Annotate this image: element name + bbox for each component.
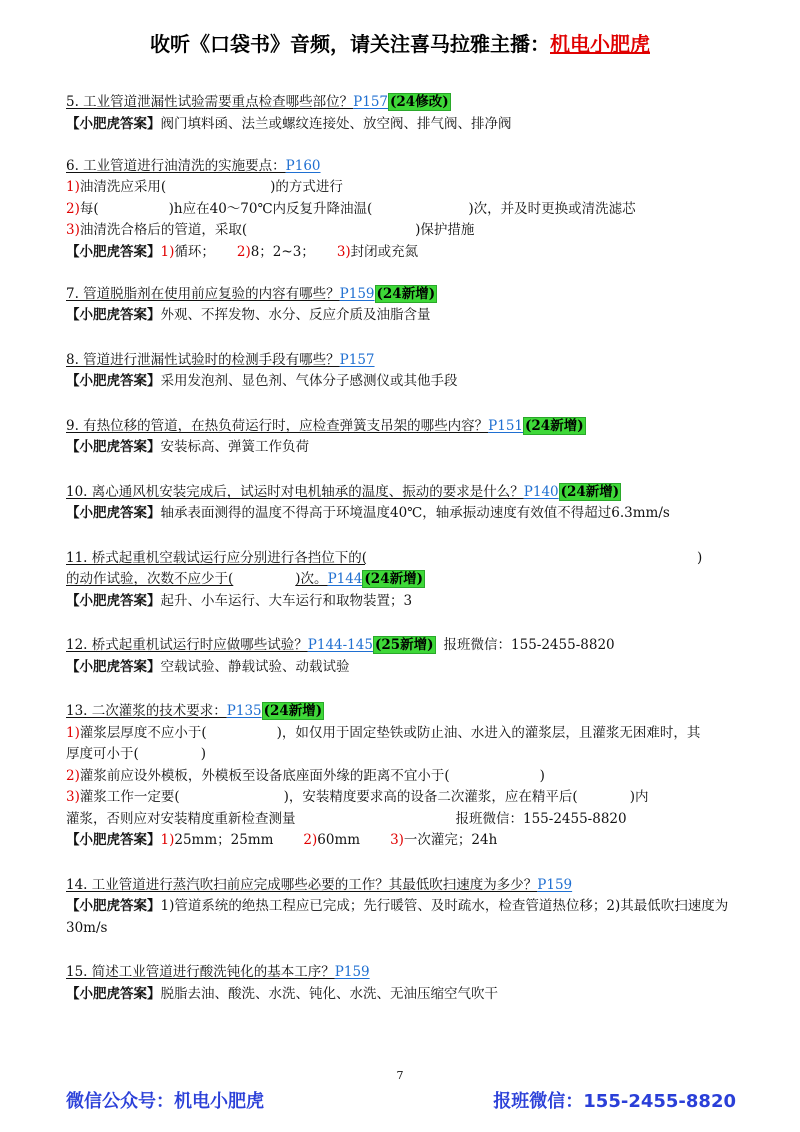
page-ref: P159 xyxy=(339,285,375,302)
answer-label: 【小肥虎答案】 xyxy=(66,985,161,1002)
question-6 xyxy=(66,156,766,264)
header-author-link[interactable]: 机电小肥虎 xyxy=(550,32,650,56)
page-ref: P135 xyxy=(226,703,262,719)
answer-number: 3) xyxy=(336,243,351,260)
item-text: 油清洗应采用( xyxy=(79,179,167,195)
page-ref: P157 xyxy=(339,351,375,368)
answer-number: 2) xyxy=(236,243,251,260)
status-badge: (24新增) xyxy=(560,483,620,500)
status-badge: (24新增) xyxy=(376,285,436,302)
answer-label: 【小肥虎答案】 xyxy=(66,898,161,914)
question-15 xyxy=(66,962,766,1005)
item-text: )保护措施 xyxy=(415,222,475,238)
question-8 xyxy=(66,350,766,393)
question-title: 13. 二次灌浆的技术要求： xyxy=(66,703,227,719)
page-ref: P159 xyxy=(537,876,573,893)
question-10 xyxy=(66,482,766,525)
status-badge: (24修改) xyxy=(390,94,449,110)
question-title: 11. 桥式起重机空载试运行应分别进行各挡位下的( xyxy=(66,549,368,566)
question-title: 10. 离心通风机安装完成后，试运时对电机轴承的温度、振动的要求是什么？ xyxy=(66,483,524,500)
item-text: ) xyxy=(539,767,545,784)
item-text: )次，并及时更换或清洗滤芯 xyxy=(468,200,636,217)
answer-text: 封闭或充氮 xyxy=(350,243,419,260)
header-prefix: 收听《口袋书》音频，请关注喜马拉雅主播： xyxy=(150,32,550,56)
status-badge: (24新增) xyxy=(364,571,423,587)
item-text: 厚度可小于( xyxy=(66,746,139,762)
page-number: 7 xyxy=(396,1069,404,1082)
answer-number: 3) xyxy=(390,832,404,848)
item-number: 2) xyxy=(66,767,80,784)
answer-text: 循环； xyxy=(174,243,215,260)
question-title: 6. 工业管道进行油清洗的实施要点： xyxy=(66,157,286,174)
question-7 xyxy=(66,284,766,327)
item-number: 2) xyxy=(66,200,80,217)
item-text: 每( xyxy=(79,200,99,217)
item-number: 1) xyxy=(66,724,80,741)
item-text: 油清洗合格后的管道，采取( xyxy=(79,222,248,238)
item-text: )，如仅用于固定垫铁或防止油、水进入的灌浆层，且灌浆无困难时，其 xyxy=(276,724,701,741)
page-ref: P140 xyxy=(523,483,559,500)
answer-text: 轴承表面测得的温度不得高于环境温度40℃，轴承振动速度有效值不得超过6.3mm/s xyxy=(160,505,670,521)
answer-text: 外观、不挥发物、水分、反应介质及油脂含量 xyxy=(160,307,431,323)
answer-text: 脱脂去油、酸洗、水洗、钝化、水洗、无油压缩空气吹干 xyxy=(160,985,498,1002)
question-list xyxy=(66,92,766,1026)
answer-text: 空载试验、静载试验、动载试验 xyxy=(160,658,350,675)
item-number: 3) xyxy=(66,789,80,805)
answer-text: 一次灌完；24h xyxy=(403,832,498,848)
question-title: 7. 管道脱脂剂在使用前应复验的内容有哪些？ xyxy=(66,285,340,302)
answer-label: 【小肥虎答案】 xyxy=(66,243,161,260)
footer-wechat-account: 微信公众号：机电小肥虎 xyxy=(66,1091,264,1112)
question-title: ) xyxy=(697,549,703,566)
item-number: 3) xyxy=(66,222,80,238)
contact-note: 报班微信：155-2455-8820 xyxy=(443,637,615,653)
item-text: 灌浆，否则应对安装精度重新检查测量 xyxy=(66,810,296,827)
question-title: 14. 工业管道进行蒸汽吹扫前应完成哪些必要的工作？其最低吹扫速度为多少？ xyxy=(66,876,538,893)
answer-number: 2) xyxy=(303,832,318,848)
item-text: )，安装精度要求高的设备二次灌浆，应在精平后( xyxy=(283,789,578,805)
answer-label: 【小肥虎答案】 xyxy=(66,658,161,675)
status-badge: (24新增) xyxy=(263,703,323,719)
question-title: )次。 xyxy=(295,571,328,587)
page-ref: P144 xyxy=(327,571,363,587)
question-9 xyxy=(66,416,766,459)
item-text: )内 xyxy=(629,789,649,805)
answer-text: 1)管道系统的绝热工程应已完成；先行暖管、及时疏水，检查管道热位移；2)其最低吹扫速度为30m/s xyxy=(66,898,729,936)
question-title: 8. 管道进行泄漏性试验时的检测手段有哪些？ xyxy=(66,351,340,368)
item-number: 1) xyxy=(66,179,80,195)
answer-text: 8；2~3； xyxy=(250,243,315,260)
question-13 xyxy=(66,701,766,852)
item-text: 灌浆层厚度不应小于( xyxy=(79,724,207,741)
answer-text: 25mm；25mm xyxy=(174,832,274,848)
item-text: )的方式进行 xyxy=(270,179,343,195)
contact-note: 报班微信：155-2455-8820 xyxy=(455,810,627,827)
item-text: 灌浆前应设外模板，外模板至设备底座面外缘的距离不宜小于( xyxy=(79,767,450,784)
question-title: 12. 桥式起重机试运行时应做哪些试验？ xyxy=(66,637,308,653)
page-ref: P159 xyxy=(334,964,370,980)
item-text: 灌浆工作一定要( xyxy=(79,789,180,805)
answer-number: 1) xyxy=(160,832,175,848)
answer-label: 【小肥虎答案】 xyxy=(66,505,161,521)
question-title: 5. 工业管道泄漏性试验需要重点检查哪些部位？ xyxy=(66,94,354,110)
status-badge: (24新增) xyxy=(525,417,584,434)
answer-text: 起升、小车运行、大车运行和取物装置；3 xyxy=(160,592,413,609)
answer-text: 采用发泡剂、显色剂、气体分子感测仪或其他手段 xyxy=(160,373,458,389)
answer-text: 阀门填料函、法兰或螺纹连接处、放空阀、排气阀、排净阀 xyxy=(160,115,512,132)
question-12 xyxy=(66,635,766,678)
page-ref: P151 xyxy=(488,417,524,434)
question-title: 9. 有热位移的管道，在热负荷运行时，应检查弹簧支吊架的哪些内容？ xyxy=(66,417,489,434)
footer-contact: 报班微信：155-2455-8820 xyxy=(493,1091,736,1112)
item-text: )h应在40～70℃内反复升降油温( xyxy=(168,200,373,217)
answer-label: 【小肥虎答案】 xyxy=(66,307,161,323)
answer-label: 【小肥虎答案】 xyxy=(66,832,161,848)
question-11 xyxy=(66,548,766,613)
status-badge: (25新增) xyxy=(374,637,434,653)
page-header xyxy=(0,28,800,57)
answer-number: 1) xyxy=(160,243,175,260)
question-14 xyxy=(66,875,766,940)
page-ref: P157 xyxy=(353,94,389,110)
answer-text: 安装标高、弹簧工作负荷 xyxy=(160,439,309,455)
question-5 xyxy=(66,92,766,135)
page-ref: P144-145 xyxy=(307,637,373,653)
answer-label: 【小肥虎答案】 xyxy=(66,592,161,609)
answer-label: 【小肥虎答案】 xyxy=(66,115,161,132)
answer-label: 【小肥虎答案】 xyxy=(66,439,161,455)
question-title: 15. 简述工业管道进行酸洗钝化的基本工序？ xyxy=(66,964,335,980)
page-ref: P160 xyxy=(285,157,321,174)
answer-label: 【小肥虎答案】 xyxy=(66,373,161,389)
question-title: 的动作试验，次数不应少于( xyxy=(66,571,234,587)
item-text: ) xyxy=(200,746,207,762)
answer-text: 60mm xyxy=(317,832,361,848)
